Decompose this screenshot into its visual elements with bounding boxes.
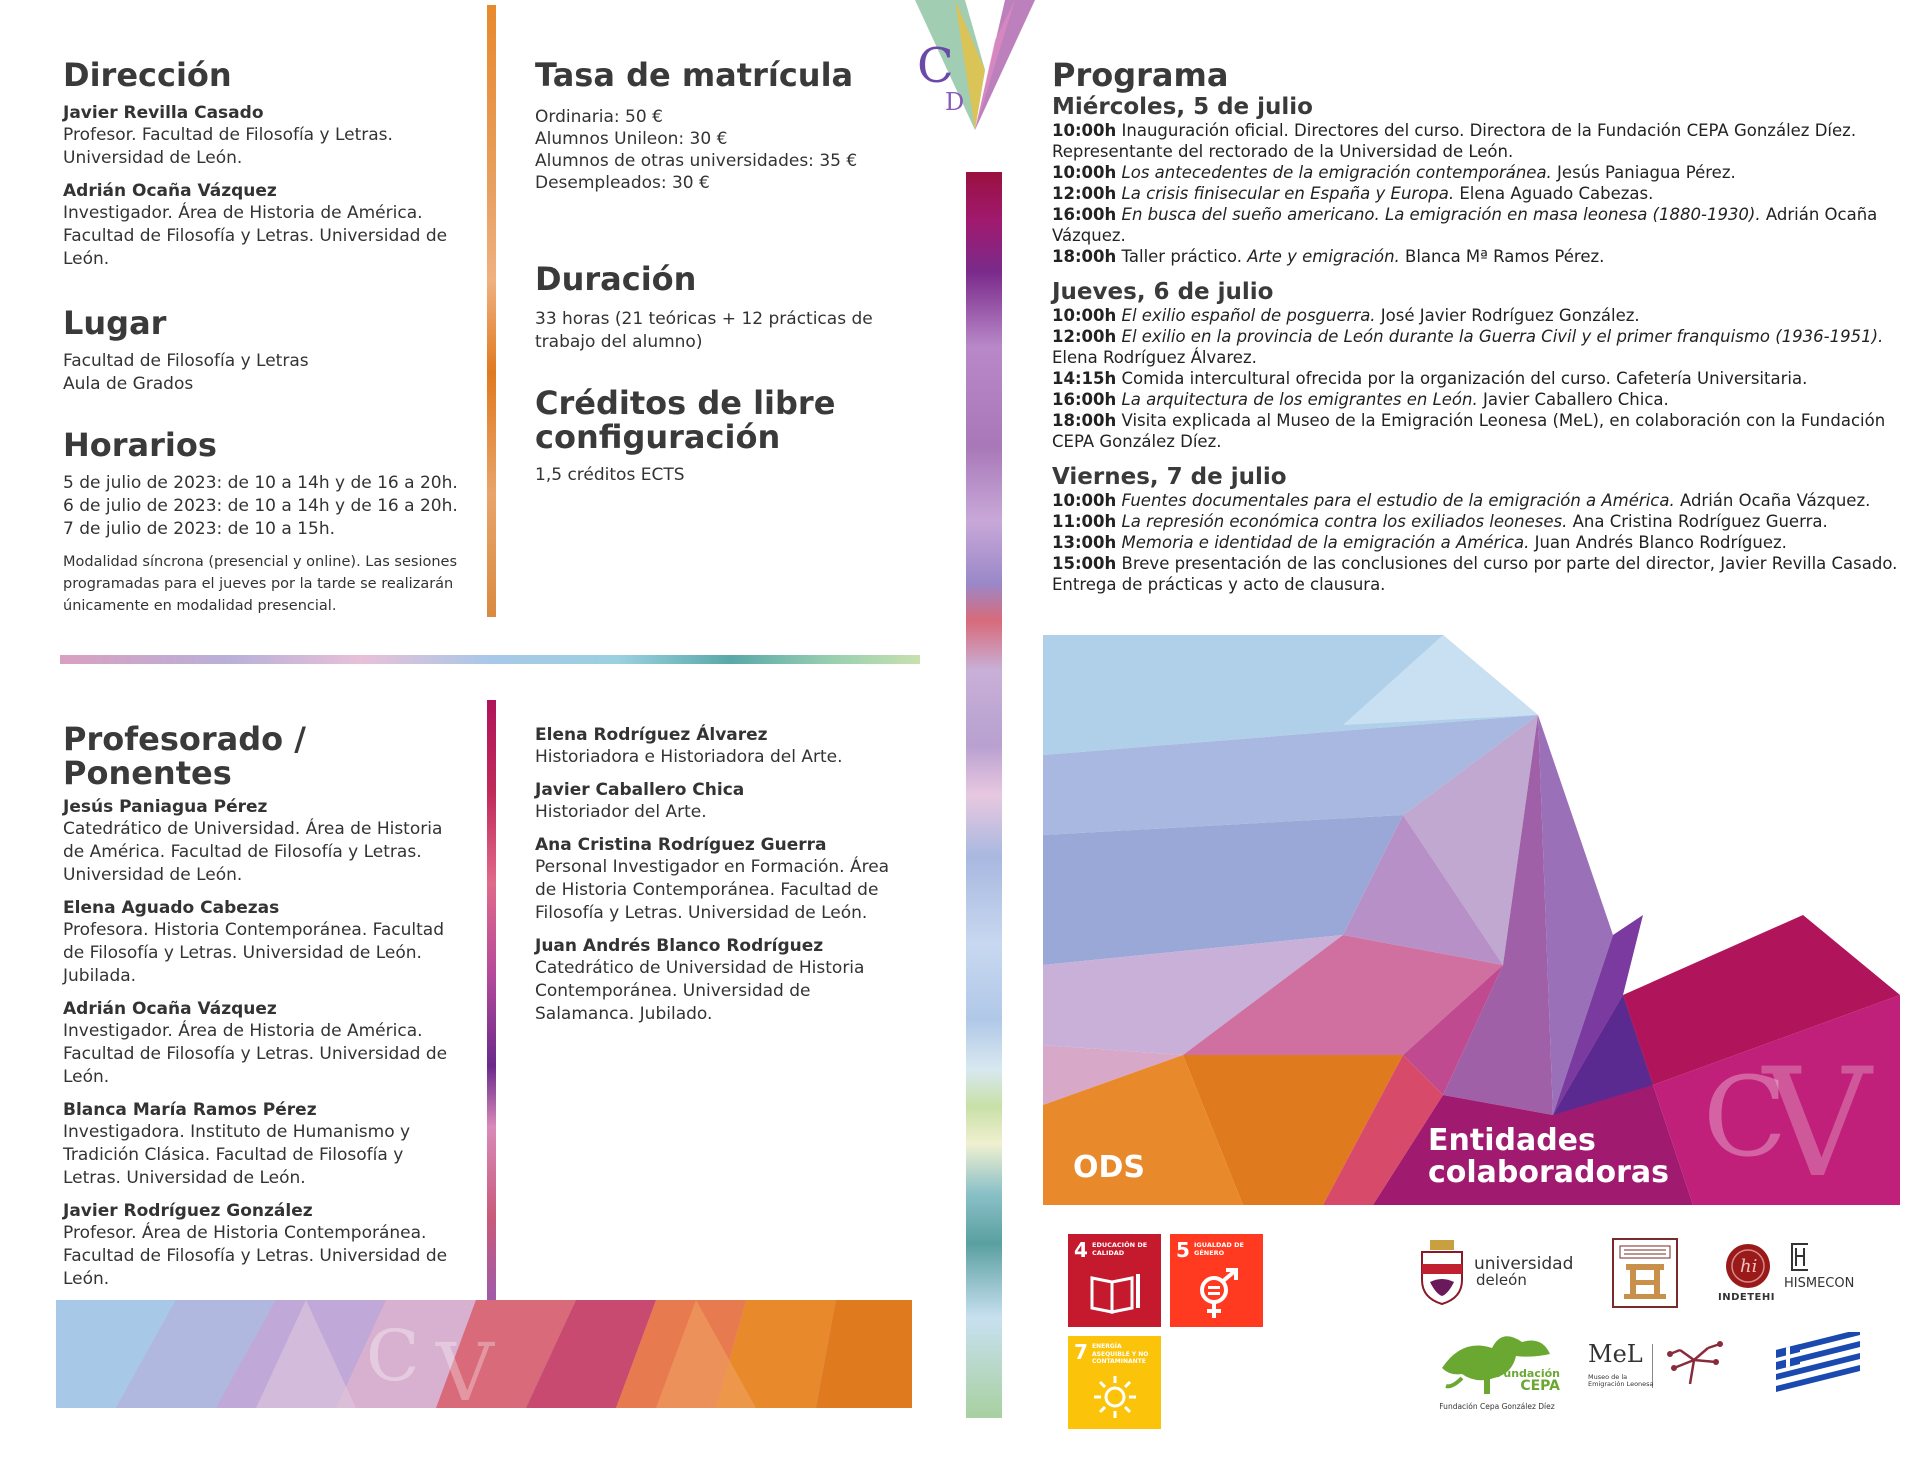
program-item	[1052, 553, 1902, 595]
program-title: Los antecedentes de la emigración contemporánea.	[1121, 163, 1552, 182]
lugar-line: Aula de Grados	[63, 374, 194, 394]
universidad-leon-logo	[1420, 1240, 1580, 1310]
vertical-stripe-center	[966, 172, 1002, 1418]
ods-label: ODS	[1073, 1150, 1146, 1185]
mel-tree-icon	[1660, 1340, 1730, 1384]
speaker-entry	[535, 779, 905, 824]
program-day	[1052, 464, 1902, 595]
program-time: 10:00h	[1052, 121, 1117, 140]
instituto-humanismo-logo	[1612, 1238, 1678, 1308]
fee-item: Ordinaria: 50 €	[535, 107, 663, 127]
cepa-name	[1494, 1368, 1560, 1393]
indetehi-text: INDETEHI	[1718, 1292, 1775, 1303]
speaker-desc: Personal Investigador en Formación. Área de Historia Contemporánea. Facultad de Filosofía y Letras. Universidad de León.	[535, 857, 890, 923]
program-time: 11:00h	[1052, 512, 1117, 531]
svg-text:C: C	[1703, 1053, 1788, 1181]
ods-label-text: ENERGÍA ASEQUIBLE Y NO CONTAMINANTE	[1092, 1343, 1149, 1365]
ods-label-text: IGUALDAD DE GÉNERO	[1194, 1241, 1244, 1257]
program-item	[1052, 305, 1902, 326]
program-item	[1052, 389, 1902, 410]
ods-number: 7	[1074, 1340, 1088, 1364]
speaker-desc: Historiadora e Historiadora del Arte.	[535, 747, 843, 767]
speaker-desc: Catedrático de Universidad de Historia Contemporánea. Universidad de Salamanca. Jubilado.	[535, 958, 865, 1024]
program-speaker: Elena Aguado Cabezas.	[1454, 184, 1654, 203]
svg-text:V: V	[1763, 1037, 1872, 1205]
mel-caption-line2: Emigración Leonesa	[1588, 1380, 1654, 1388]
program-text: Breve presentación de las conclusiones del curso por parte del director, Javier Revilla Casado. Entrega de prácticas y acto de clausura.	[1052, 554, 1898, 594]
person-desc: Investigador. Área de Historia de América. Facultad de Filosofía y Letras. Universidad de León.	[63, 203, 448, 269]
program-title: La represión económica contra los exiliados leoneses.	[1121, 512, 1568, 531]
program-title: En busca del sueño americano. La emigración en masa leonesa (1880-1930).	[1121, 205, 1761, 224]
speaker-name: Blanca María Ramos Pérez	[63, 1100, 317, 1120]
program-speaker: José Javier Rodríguez González.	[1375, 306, 1640, 325]
ods-goal-4	[1068, 1234, 1161, 1327]
speaker-name: Ana Cristina Rodríguez Guerra	[535, 835, 827, 855]
program-speaker: Elena Rodríguez Álvarez.	[1052, 348, 1257, 367]
speaker-name: Javier Rodríguez González	[63, 1201, 313, 1221]
speaker-entry	[63, 897, 458, 988]
book-icon	[1088, 1270, 1142, 1316]
duracion-heading: Duración	[535, 260, 697, 298]
hismecon-text: HISMECON	[1784, 1276, 1855, 1291]
duracion-text: 33 horas (21 teóricas + 12 prácticas de trabajo del alumno)	[535, 309, 873, 352]
speaker-name: Javier Caballero Chica	[535, 780, 745, 800]
speaker-name: Jesús Paniagua Pérez	[63, 797, 268, 817]
profesorado-right	[535, 724, 905, 1036]
program-day-title: Jueves, 6 de julio	[1052, 279, 1274, 305]
program-text: Comida intercultural ofrecida por la organización del curso. Cafetería Universitaria.	[1121, 369, 1808, 388]
program-time: 14:15h	[1052, 369, 1117, 388]
program-time: 10:00h	[1052, 491, 1117, 510]
profesorado-heading: Profesorado / Ponentes	[63, 720, 306, 792]
horarios-heading: Horarios	[63, 426, 217, 464]
lugar-line: Facultad de Filosofía y Letras	[63, 351, 309, 371]
fee-item: Alumnos Unileon: 30 €	[535, 129, 728, 149]
ods-label-text: EDUCACIÓN DE CALIDAD	[1092, 1241, 1148, 1257]
speaker-desc: Profesor. Área de Historia Contemporánea. Facultad de Filosofía y Letras. Universidad de León.	[63, 1223, 448, 1289]
programa-section	[1052, 58, 1902, 607]
speaker-desc: Profesora. Historia Contemporánea. Facultad de Filosofía y Letras. Universidad de León. Jubilada.	[63, 920, 444, 986]
gender-equality-icon	[1194, 1268, 1242, 1320]
speaker-entry	[63, 998, 458, 1089]
program-time: 13:00h	[1052, 533, 1117, 552]
speaker-desc: Investigador. Área de Historia de América. Facultad de Filosofía y Letras. Universidad de León.	[63, 1021, 448, 1087]
tasa-section	[535, 58, 915, 194]
svg-text:hi: hi	[1740, 1256, 1758, 1277]
cepa-caption: Fundación Cepa González Díez	[1439, 1402, 1555, 1411]
creditos-text: 1,5 créditos ECTS	[535, 465, 685, 485]
program-text: Taller práctico.	[1121, 247, 1248, 266]
cepa-name-line2: CEPA	[1520, 1378, 1560, 1394]
sun-power-icon	[1092, 1374, 1138, 1420]
bottom-left-polygon-band	[56, 1300, 912, 1408]
svg-text:C: C	[917, 38, 954, 94]
person-entry	[63, 102, 458, 170]
hismecon-logo	[1784, 1240, 1864, 1310]
svg-text:C: C	[366, 1315, 420, 1397]
program-speaker: Adrián Ocaña Vázquez.	[1052, 205, 1878, 245]
program-time: 18:00h	[1052, 411, 1117, 430]
flag-stripes-logo	[1768, 1332, 1868, 1402]
program-item	[1052, 511, 1902, 532]
programa-heading: Programa	[1052, 56, 1229, 94]
program-speaker: Adrián Ocaña Vázquez.	[1674, 491, 1871, 510]
program-item	[1052, 326, 1902, 368]
program-title: Memoria e identidad de la emigración a América.	[1121, 533, 1530, 552]
program-speaker: Blanca Mª Ramos Pérez.	[1399, 247, 1605, 266]
lugar-heading: Lugar	[63, 304, 167, 342]
program-title: La crisis finisecular en España y Europa.	[1121, 184, 1455, 203]
program-title: El exilio en la provincia de León durante la Guerra Civil y el primer franquismo (1936-1951).	[1121, 327, 1884, 346]
horario-note: Modalidad síncrona (presencial y online). Las sesiones programadas para el jueves por la tarde se realizarán únicamente en modalidad presencial.	[63, 554, 458, 614]
cdv-logo-top	[905, 0, 1045, 140]
program-time: 16:00h	[1052, 390, 1117, 409]
tasa-heading: Tasa de matrícula	[535, 56, 854, 94]
speaker-entry	[535, 724, 905, 769]
speaker-name: Adrián Ocaña Vázquez	[63, 999, 277, 1019]
program-time: 12:00h	[1052, 327, 1117, 346]
program-time: 16:00h	[1052, 205, 1117, 224]
ods-goal-7	[1068, 1336, 1161, 1429]
program-text: Inauguración oficial. Directores del curso. Directora de la Fundación CEPA González Díez. Representante del rectorado de la Universidad de León.	[1052, 121, 1857, 161]
program-speaker: Jesús Paniagua Pérez.	[1551, 163, 1736, 182]
program-item	[1052, 410, 1902, 452]
horario-line: 7 de julio de 2023: de 10 a 15h.	[63, 519, 335, 539]
duracion-section	[535, 262, 905, 354]
program-time: 10:00h	[1052, 306, 1117, 325]
ule-name	[1474, 1256, 1573, 1288]
horarios-section	[63, 428, 458, 617]
program-speaker: Juan Andrés Blanco Rodríguez.	[1529, 533, 1787, 552]
speaker-entry	[63, 1200, 458, 1291]
speaker-entry	[63, 796, 458, 887]
ule-shield-icon	[1420, 1240, 1464, 1306]
program-speaker: Javier Caballero Chica.	[1477, 390, 1669, 409]
program-time: 15:00h	[1052, 554, 1117, 573]
program-item	[1052, 183, 1902, 204]
program-speaker: Ana Cristina Rodríguez Guerra.	[1567, 512, 1828, 531]
creditos-heading: Créditos de libre configuración	[535, 384, 836, 456]
program-title: El exilio español de posguerra.	[1121, 306, 1376, 325]
speaker-entry	[63, 1099, 458, 1190]
program-time: 12:00h	[1052, 184, 1117, 203]
ods-number: 5	[1176, 1238, 1190, 1262]
program-text: Visita explicada al Museo de la Emigración Leonesa (MeL), en colaboración con la Fundación CEPA González Díez.	[1052, 411, 1886, 451]
program-item	[1052, 204, 1902, 246]
person-desc: Profesor. Facultad de Filosofía y Letras. Universidad de León.	[63, 125, 393, 168]
mel-caption-line1: Museo de la	[1588, 1373, 1628, 1381]
fee-item: Desempleados: 30 €	[535, 173, 710, 193]
ods-goal-5	[1170, 1234, 1263, 1327]
program-day	[1052, 94, 1902, 267]
creditos-section	[535, 386, 865, 487]
speaker-desc: Historiador del Arte.	[535, 802, 707, 822]
program-days	[1052, 94, 1902, 595]
speaker-name: Juan Andrés Blanco Rodríguez	[535, 936, 824, 956]
speaker-name: Elena Aguado Cabezas	[63, 898, 280, 918]
program-title: Arte y emigración.	[1247, 247, 1400, 266]
program-title: La arquitectura de los emigrantes en León.	[1121, 390, 1478, 409]
ods-number: 4	[1074, 1238, 1088, 1262]
speaker-desc: Investigadora. Instituto de Humanismo y Tradición Clásica. Facultad de Filosofía y Letras. Universidad de León.	[63, 1122, 411, 1188]
speaker-name: Elena Rodríguez Álvarez	[535, 725, 768, 745]
mel-caption	[1588, 1374, 1654, 1388]
speaker-desc: Catedrático de Universidad. Área de Historia de América. Facultad de Filosofía y Letras. Universidad de León.	[63, 819, 443, 885]
program-item	[1052, 120, 1902, 162]
speaker-entry	[535, 935, 905, 1026]
vertical-stripe-left-lower	[487, 700, 496, 1310]
ule-line2: deleón	[1476, 1271, 1527, 1289]
entidades-label: Entidades colaboradoras	[1428, 1123, 1670, 1190]
program-item	[1052, 532, 1902, 553]
horario-line: 5 de julio de 2023: de 10 a 14h y de 16 a 20h.	[63, 473, 458, 493]
mel-logo	[1588, 1340, 1738, 1400]
program-item	[1052, 246, 1902, 267]
program-day-title: Viernes, 7 de julio	[1052, 464, 1287, 490]
program-item	[1052, 162, 1902, 183]
svg-text:V: V	[436, 1326, 494, 1408]
fee-item: Alumnos de otras universidades: 35 €	[535, 151, 858, 171]
program-item	[1052, 490, 1902, 511]
direccion-section	[63, 58, 458, 281]
horizontal-stripe	[60, 655, 920, 664]
indetehi-logo	[1718, 1242, 1778, 1312]
program-time: 18:00h	[1052, 247, 1117, 266]
polygon-illustration	[1043, 635, 1900, 1205]
direccion-heading: Dirección	[63, 56, 232, 94]
program-item	[1052, 368, 1902, 389]
program-time: 10:00h	[1052, 163, 1117, 182]
fundacion-cepa-logo	[1432, 1328, 1562, 1418]
profesorado-left	[63, 722, 458, 1301]
horario-line: 6 de julio de 2023: de 10 a 14h y de 16 a 20h.	[63, 496, 458, 516]
lugar-section	[63, 306, 458, 396]
program-day	[1052, 279, 1902, 452]
person-entry	[63, 180, 458, 271]
cepa-name-line1: Fundación	[1496, 1367, 1560, 1380]
svg-text:D: D	[945, 88, 965, 116]
program-title: Fuentes documentales para el estudio de la emigración a América.	[1121, 491, 1675, 510]
person-name: Javier Revilla Casado	[63, 103, 264, 123]
mel-text: MeL	[1588, 1340, 1643, 1368]
program-day-title: Miércoles, 5 de julio	[1052, 94, 1313, 120]
vertical-stripe-left	[487, 5, 496, 617]
person-name: Adrián Ocaña Vázquez	[63, 181, 277, 201]
speaker-entry	[535, 834, 905, 925]
ule-line1: universidad	[1474, 1254, 1574, 1274]
